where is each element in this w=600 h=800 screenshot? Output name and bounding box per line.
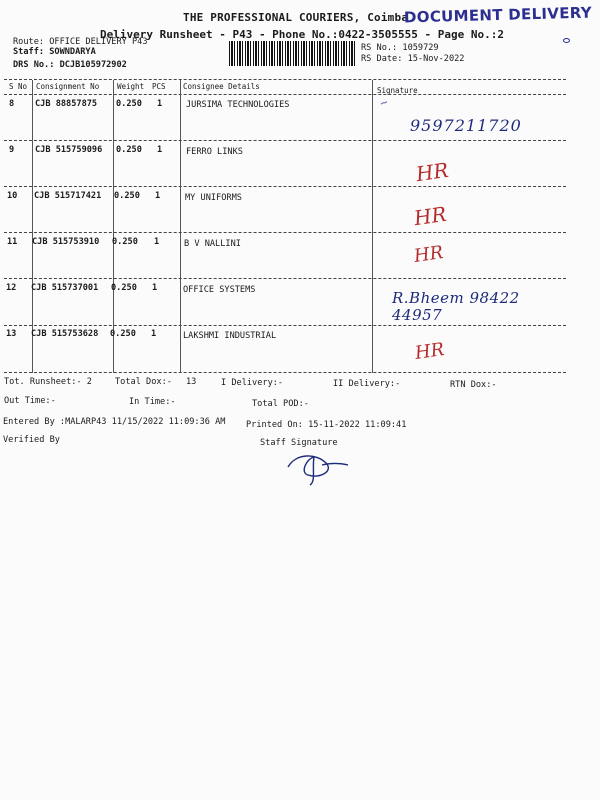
row-weight: 0.250 — [116, 145, 142, 155]
total-dox-label: Total Dox:- — [115, 377, 172, 387]
row-consignment: CJB 88857875 — [35, 99, 98, 109]
rtn-dox: RTN Dox:- — [450, 380, 497, 390]
col-divider — [180, 80, 181, 373]
col-sno: S No — [9, 82, 28, 91]
row-consignee: MY UNIFORMS — [185, 193, 242, 203]
row-rule — [4, 140, 566, 141]
barcode — [229, 41, 357, 66]
row-consignee: JURSIMA TECHNOLOGIES — [186, 100, 290, 110]
row-weight: 0.250 — [114, 191, 140, 201]
row-consignment: CJB 515717421 — [34, 191, 102, 201]
col-pcs: PCS — [152, 82, 166, 91]
route: Route: OFFICE DELIVERY P43 — [13, 37, 148, 47]
ii-delivery: II Delivery:- — [333, 379, 401, 389]
row-consignment: CJB 515753910 — [32, 237, 100, 247]
total-dox-value: 13 — [186, 377, 197, 387]
col-consignee: Consignee Details — [183, 82, 260, 91]
row-sno: 11 — [7, 237, 18, 247]
row-consignee: OFFICE SYSTEMS — [183, 285, 256, 295]
staff-signature-scribble — [282, 445, 354, 487]
row-signature: R.Bheem 98422 44957 — [392, 289, 520, 324]
row-sno: 13 — [6, 329, 17, 339]
row-consignment: CJB 515753628 — [31, 329, 99, 339]
rs-number: RS No.: 1059729 — [361, 43, 439, 53]
in-time: In Time:- — [129, 397, 176, 407]
row-rule — [4, 186, 566, 187]
row-signature: HR — [413, 339, 446, 364]
staff-signature-label: Staff Signature — [260, 438, 338, 448]
row-consignment: CJB 515759096 — [35, 145, 103, 155]
col-divider — [372, 80, 373, 373]
i-delivery: I Delivery:- — [221, 378, 284, 388]
row-pcs: 1 — [157, 99, 163, 109]
printed-on: Printed On: 15-11-2022 11:09:41 — [246, 420, 407, 430]
row-weight: 0.250 — [112, 237, 138, 247]
row-rule — [4, 232, 566, 233]
company-name: THE PROFESSIONAL COURIERS, Coimba — [183, 11, 409, 24]
row-sno: 8 — [9, 99, 15, 109]
table-bottom-rule — [4, 372, 566, 373]
row-weight: 0.250 — [116, 99, 142, 109]
row-pcs: 1 — [154, 237, 160, 247]
col-signature: Signature — [377, 86, 418, 95]
row-signature: 9597211720 — [410, 116, 522, 135]
document-delivery-stamp: DOCUMENT DELIVERY — [403, 3, 593, 27]
tot-runsheet: Tot. Runsheet:- 2 — [4, 377, 92, 387]
row-pcs: 1 — [157, 145, 163, 155]
row-weight: 0.250 — [110, 329, 136, 339]
row-pcs: 1 — [152, 283, 158, 293]
row-consignment: CJB 515737001 — [31, 283, 99, 293]
row-pcs: 1 — [155, 191, 161, 201]
staff: Staff: SOWNDARYA — [13, 47, 96, 57]
row-rule — [4, 325, 566, 326]
row-rule — [4, 278, 566, 279]
row-signature: HR — [412, 201, 449, 231]
runsheet-title: Delivery Runsheet - P43 - Phone No.:0422-3505555 - Page No.:2 — [100, 28, 504, 41]
out-time: Out Time:- — [4, 396, 56, 406]
row-signature: HR — [414, 157, 451, 187]
row-consignee: B V NALLINI — [184, 239, 241, 249]
row-pcs: 1 — [151, 329, 157, 339]
total-pod: Total POD:- — [252, 399, 309, 409]
row-consignee: LAKSHMI INDUSTRIAL — [183, 331, 277, 341]
verified-by: Verified By — [3, 435, 60, 445]
row-consignee: FERRO LINKS — [186, 147, 243, 157]
stamp-mark-icon — [563, 38, 570, 43]
entered-by: Entered By :MALARP43 11/15/2022 11:09:36 AM — [3, 417, 226, 427]
rs-date: RS Date: 15-Nov-2022 — [361, 54, 465, 64]
header-rule — [4, 94, 566, 95]
row-signature: HR — [412, 242, 445, 267]
row-sno: 12 — [6, 283, 17, 293]
initials-scribble: ~ — [378, 96, 391, 111]
drs-number: DRS No.: DCJB105972902 — [13, 60, 127, 70]
col-consignment: Consignment No — [36, 82, 100, 91]
table-top-rule — [4, 79, 566, 80]
row-sno: 9 — [9, 145, 15, 155]
row-sno: 10 — [7, 191, 18, 201]
col-weight: Weight — [117, 82, 145, 91]
row-weight: 0.250 — [111, 283, 137, 293]
